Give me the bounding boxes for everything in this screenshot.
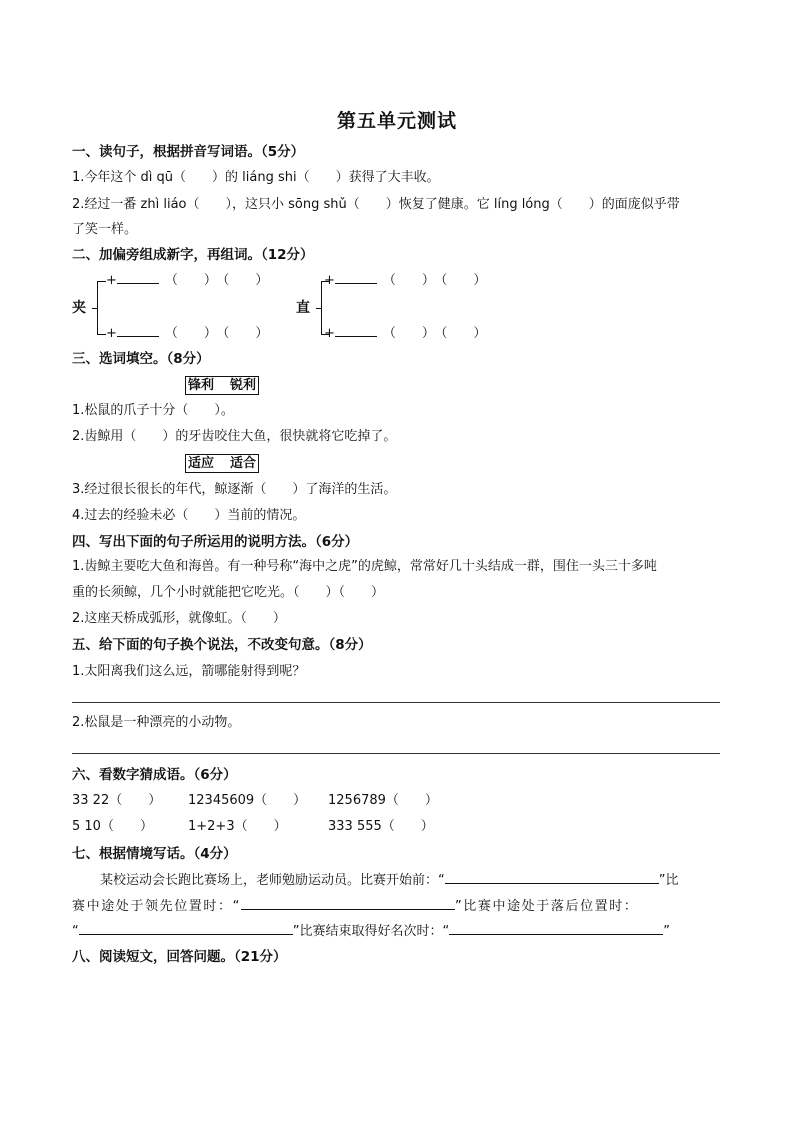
answer-paren: （ ） <box>222 326 269 341</box>
idiom-item: 1+2+3（ ） <box>188 819 287 834</box>
idiom-item: 12345609（ ） <box>188 793 307 808</box>
answer-line[interactable] <box>72 753 720 754</box>
answer-paren: （ ） <box>222 273 269 288</box>
s2-row-1a <box>106 271 268 290</box>
s3-question-2: 2.齿鲸用（ ）的牙齿咬住大鱼，很快就将它吃掉了。 <box>72 429 397 444</box>
word-option: 适应 <box>188 456 215 471</box>
s5-question-2: 2.松鼠是一种漂亮的小动物。 <box>72 715 241 730</box>
s3-question-3: 3.经过很长很长的年代，鲸逐渐（ ）了海洋的生活。 <box>72 482 397 497</box>
section-4-heading: 四、写出下面的句子所运用的说明方法。（6分） <box>72 534 359 550</box>
s7-text: ” <box>663 924 670 939</box>
blank-line <box>117 271 159 284</box>
answer-paren: （ ） <box>440 273 487 288</box>
page-title: 第五单元测试 <box>336 110 457 132</box>
s7-text: ”比赛结束取得好名次时：“ <box>292 924 450 939</box>
writing-blank[interactable] <box>79 922 293 935</box>
plus-sign: + <box>324 326 335 341</box>
s1-line-2: 2.经过一番 zhì liáo（ ），这只小 sōng shǔ（ ）恢复了健康。它 líng lóng（ ）的面庞似乎带 <box>72 197 680 212</box>
section-2-heading: 二、加偏旁组成新字，再组词。（12分） <box>72 247 314 263</box>
section-8-heading: 八、阅读短文，回答问题。（21分） <box>72 949 287 965</box>
blank-line <box>335 271 377 284</box>
answer-paren: （ ） <box>164 326 217 341</box>
word-option: 锋利 <box>188 378 215 393</box>
answer-paren: （ ） <box>440 326 487 341</box>
section-3-heading: 三、选词填空。（8分） <box>72 351 210 367</box>
s7-text: 某校运动会长跑比赛场上，老师勉励运动员。比赛开始前：“ <box>100 873 445 888</box>
plus-sign: + <box>106 326 117 341</box>
s7-text: ”比赛中途处于落后位置时： <box>454 899 639 914</box>
s7-text: “ <box>72 924 79 939</box>
s7-text: 赛中途处于领先位置时：“ <box>72 899 241 914</box>
s1-line-3: 了笑一样。 <box>72 222 138 237</box>
s2-row-2a <box>324 271 486 290</box>
writing-blank[interactable] <box>241 897 455 910</box>
answer-line[interactable] <box>72 702 720 703</box>
s2-char-jia: 夹 <box>72 300 86 316</box>
answer-paren: （ ） <box>382 273 435 288</box>
s5-question-1: 1.太阳离我们这么远，箭哪能射得到呢？ <box>72 664 306 679</box>
s4-question-2: 2.这座天桥成弧形，就像虹。（ ） <box>72 611 286 626</box>
answer-paren: （ ） <box>164 273 217 288</box>
word-choice-box-1 <box>185 376 259 395</box>
section-7-heading: 七、根据情境写话。（4分） <box>72 846 237 862</box>
plus-sign: + <box>324 273 335 288</box>
s3-question-1: 1.松鼠的爪子十分（ ）。 <box>72 403 234 418</box>
writing-blank[interactable] <box>445 871 659 884</box>
answer-paren: （ ） <box>382 326 435 341</box>
s2-char-zhi: 直 <box>296 300 310 316</box>
s4-question-1b: 重的长须鲸，几个小时就能把它吃光。（ ）（ ） <box>72 585 385 600</box>
word-option: 适合 <box>230 456 257 471</box>
s7-line-3 <box>72 922 670 941</box>
s2-row-1b <box>106 324 268 343</box>
s3-question-4: 4.过去的经验未必（ ）当前的情况。 <box>72 508 306 523</box>
s7-line-2 <box>72 897 638 916</box>
writing-blank[interactable] <box>449 922 663 935</box>
idiom-item: 333 555（ ） <box>328 819 434 834</box>
word-option: 锐利 <box>230 378 257 393</box>
s4-question-1a: 1.齿鲸主要吃大鱼和海兽。有一种号称“海中之虎”的虎鲸，常常好几十头结成一群，围住一头三十多吨 <box>72 559 657 574</box>
idiom-item: 1256789（ ） <box>328 793 438 808</box>
blank-line <box>117 324 159 337</box>
section-6-heading: 六、看数字猜成语。（6分） <box>72 767 237 783</box>
idiom-item: 33 22（ ） <box>72 793 162 808</box>
word-choice-box-2 <box>185 454 259 473</box>
s1-line-1: 1.今年这个 dì qū（ ）的 liáng shi（ ）获得了大丰收。 <box>72 170 440 185</box>
idiom-item: 5 10（ ） <box>72 819 153 834</box>
blank-line <box>335 324 377 337</box>
s7-text: ”比 <box>658 873 679 888</box>
section-5-heading: 五、给下面的句子换个说法，不改变句意。（8分） <box>72 637 372 653</box>
plus-sign: + <box>106 273 117 288</box>
section-1-heading: 一、读句子，根据拼音写词语。（5分） <box>72 144 305 160</box>
s7-line-1 <box>100 871 679 890</box>
s2-row-2b <box>324 324 486 343</box>
